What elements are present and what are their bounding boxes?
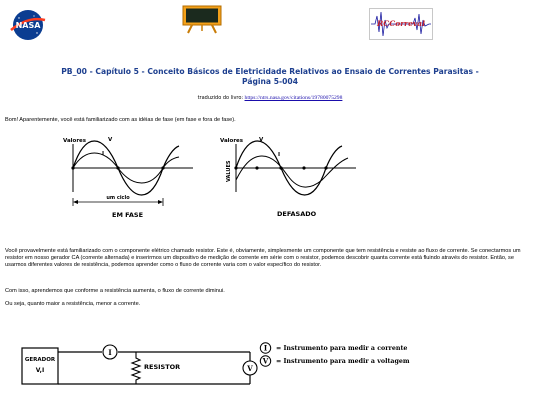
current-label: I	[102, 151, 105, 157]
in-phase-caption: EM FASE	[112, 211, 144, 219]
legend-current-text: = Instrumento para medir a corrente	[276, 344, 408, 352]
current-label-right: I	[278, 152, 281, 158]
circuit-diagram	[18, 336, 273, 396]
conclusion-paragraph: Ou seja, quanto maior a resistência, menor a corrente.	[5, 301, 141, 307]
valores-label-right: Valores	[220, 138, 244, 144]
resistor-paragraph: Você provavelmente está familiarizado com o componente elétrico chamado resistor. Este é, obviamente, simplesmente um componente que tem resistência e resiste ao fluxo de corrente. Se conectarmos um resistor em nosso gerador CA (corrente alternada) e inserirmos um dispositivo de medição de corrente em série com o resistor, podemos descobrir quanta corrente está fluindo através do resistor. Então, se usarmos diferentes valores de resistência, podemos aprender como o fluxo de corrente varia com o valor específico do resistor.	[5, 248, 521, 268]
intro-paragraph: Bom! Aparentemente, você está familiarizado com as idéias de fase (em fase e fora de fase).	[5, 117, 236, 123]
legend-voltage	[259, 355, 529, 367]
out-of-phase-caption: DEFASADO	[277, 210, 317, 218]
legend-v-letter: V	[262, 356, 269, 366]
out-of-phase-figure	[218, 132, 368, 212]
blackboard-icon	[178, 4, 226, 34]
resistor-symbol	[132, 352, 140, 384]
voltmeter-legend-icon	[259, 355, 272, 367]
resistance-paragraph: Com isso, aprendemos que conforme a resistência aumenta, o fluxo de corrente diminui.	[5, 288, 225, 294]
voltmeter-letter: V	[247, 364, 253, 373]
credit-prefix: traduzido do livro:	[197, 95, 244, 101]
generator-values: V,I	[35, 367, 45, 374]
source-link[interactable]: https://ntrs.nasa.gov/citations/19780075298	[244, 95, 343, 101]
nasa-logo	[8, 8, 48, 42]
legend-i-letter: I	[263, 343, 268, 353]
values-axis-label: VALUES	[226, 160, 232, 182]
page-title-line1: PB_00 - Capítulo 5 - Conceito Básicos de Eletricidade Relativos ao Ensaio de Correntes Parasitas -	[61, 67, 479, 76]
generator-label: GERADOR	[24, 357, 56, 363]
cycle-label: um ciclo	[106, 195, 130, 201]
current-wave-right	[236, 156, 348, 187]
valores-label: Valores	[63, 138, 87, 144]
translation-credit	[0, 95, 540, 101]
rccorreval-logo	[369, 8, 433, 40]
page-title	[0, 67, 540, 87]
page-title-line2: Página 5-004	[242, 77, 298, 86]
ammeter-letter: I	[108, 348, 112, 357]
rccorreval-logo-text: RCCorreval	[377, 19, 425, 28]
ammeter-legend-icon	[259, 342, 272, 354]
voltage-label: V	[108, 137, 113, 143]
voltage-label-right: V	[259, 137, 264, 143]
generator-box	[22, 348, 58, 384]
resistor-label: RESISTOR	[144, 363, 181, 371]
nasa-logo-text: NASA	[15, 21, 41, 30]
legend-current	[259, 342, 529, 354]
legend-voltage-text: = Instrumento para medir a voltagem	[276, 357, 410, 365]
